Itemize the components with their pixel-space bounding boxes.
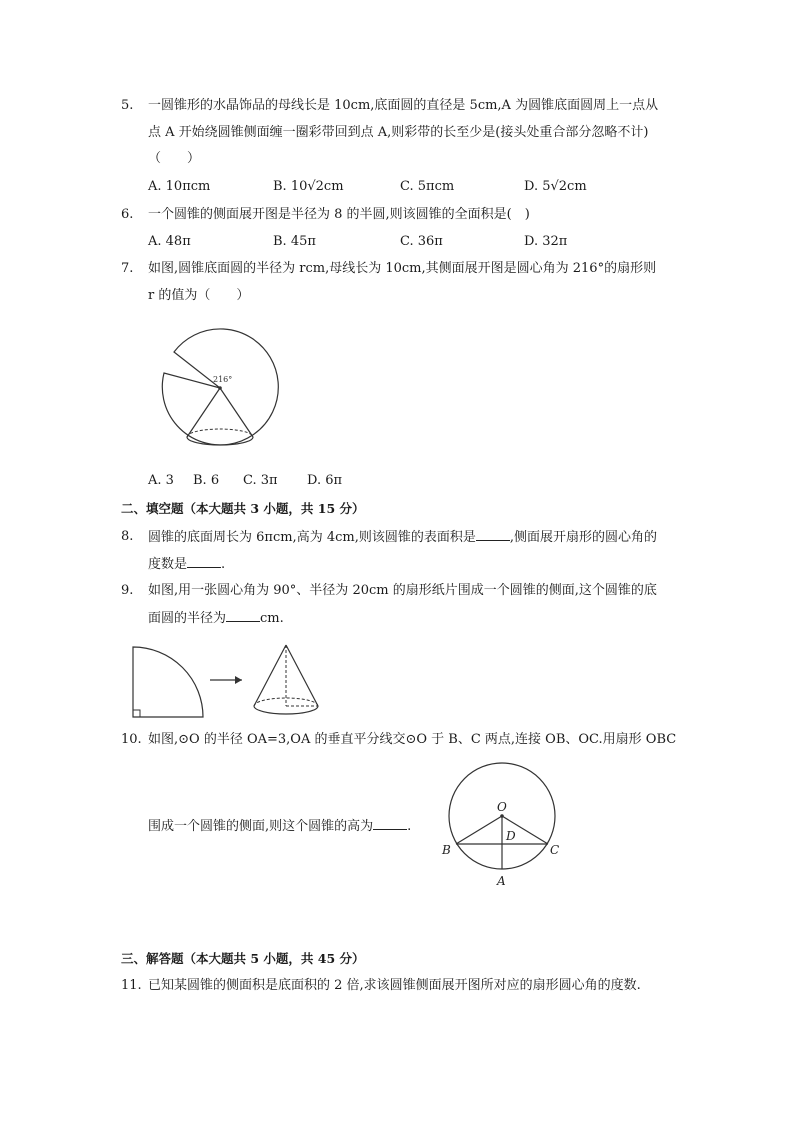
q10-number: 10. [121, 732, 142, 747]
section2-heading: 二、填空题（本大题共 3 小题，共 15 分） [121, 501, 365, 516]
q9-text-line1: 如图,用一张圆心角为 90°、半径为 20cm 的扇形纸片围成一个圆锥的侧面,这个圆锥的底 [148, 583, 657, 598]
q9-text-line2a: 面圆的半径为 [148, 611, 227, 626]
q5-option-c: C. 5πcm [400, 179, 455, 194]
q5-option-b: B. 10√2cm [273, 179, 344, 194]
q6-option-d: D. 32π [524, 234, 568, 249]
q5-answer-paren: （ ） [148, 151, 201, 166]
q8-text-line1a: 圆锥的底面周长为 6πcm,高为 4cm,则该圆锥的表面积是 [148, 530, 476, 545]
q7-option-a: A. 3 [148, 473, 174, 488]
q7-option-b: B. 6 [193, 473, 220, 488]
q7-option-c: C. 3π [243, 473, 278, 488]
q9-sector-to-cone-figure [128, 640, 328, 722]
q9-blank [226, 609, 260, 622]
q5-text-line2: 点 A 开始绕圆锥侧面缠一圈彩带回到点 A,则彩带的长至少是(接头处重合部分忽略不计) [148, 125, 649, 140]
q10-blank [373, 817, 407, 830]
q10-label-a: A [497, 874, 506, 888]
q10-label-c: C [550, 843, 560, 857]
q7-option-d: D. 6π [307, 473, 343, 488]
q11-text-line1: 已知某圆锥的侧面积是底面积的 2 倍,求该圆锥侧面展开图所对应的扇形圆心角的度数. [148, 978, 641, 993]
q7-text-line1: 如图,圆锥底面圆的半径为 rcm,母线长为 10cm,其侧面展开图是圆心角为 216°的扇形则 [148, 261, 657, 276]
q8-blank-2 [187, 555, 221, 568]
section3-heading: 三、解答题（本大题共 5 小题，共 45 分） [121, 951, 365, 966]
q10-text-line2a: 围成一个圆锥的侧面,则这个圆锥的高为 [148, 819, 374, 834]
q6-number: 6. [121, 207, 134, 222]
q6-text-line1: 一个圆锥的侧面展开图是半径为 8 的半圆,则该圆锥的全面积是( ) [148, 207, 530, 222]
q7-text-line2: r 的值为（ ） [148, 288, 250, 303]
q8-text-line2b: . [221, 557, 226, 572]
q6-option-a: A. 48π [148, 234, 191, 249]
q10-label-b: B [442, 843, 451, 857]
q9-text-line2b: cm. [260, 611, 284, 626]
q9-number: 9. [121, 583, 134, 598]
q7-number: 7. [121, 261, 134, 276]
q10-text-line1: 如图,⊙O 的半径 OA=3,OA 的垂直平分线交⊙O 于 B、C 两点,连接 OB、OC.用扇形 OBC [148, 732, 677, 747]
q5-text-line1: 一圆锥形的水晶饰品的母线长是 10cm,底面圆的直径是 5cm,A 为圆锥底面圆周上一点从 [148, 98, 659, 113]
q7-angle-label: 216° [213, 375, 233, 384]
q8-number: 8. [121, 529, 134, 544]
q10-label-d: D [506, 829, 516, 843]
q8-blank-1 [476, 528, 510, 541]
q7-sector-cone-figure [150, 320, 300, 455]
q5-option-a: A. 10πcm [148, 179, 211, 194]
q8-text-line1b: ,侧面展开扇形的圆心角的 [509, 530, 657, 545]
q8-text-line2 [148, 555, 225, 574]
q10-text-line2 [148, 817, 411, 836]
q5-number: 5. [121, 98, 134, 113]
q9-text-line2 [148, 609, 284, 628]
q10-label-o: O [497, 800, 507, 814]
q10-text-line2b: . [407, 819, 412, 834]
q6-option-b: B. 45π [273, 234, 316, 249]
q10-circle-figure [430, 760, 580, 895]
q6-option-c: C. 36π [400, 234, 443, 249]
q8-text-line2a: 度数是 [148, 557, 188, 572]
q11-number: 11. [121, 978, 142, 993]
q5-option-d: D. 5√2cm [524, 179, 587, 194]
q8-text-line1 [148, 528, 657, 547]
